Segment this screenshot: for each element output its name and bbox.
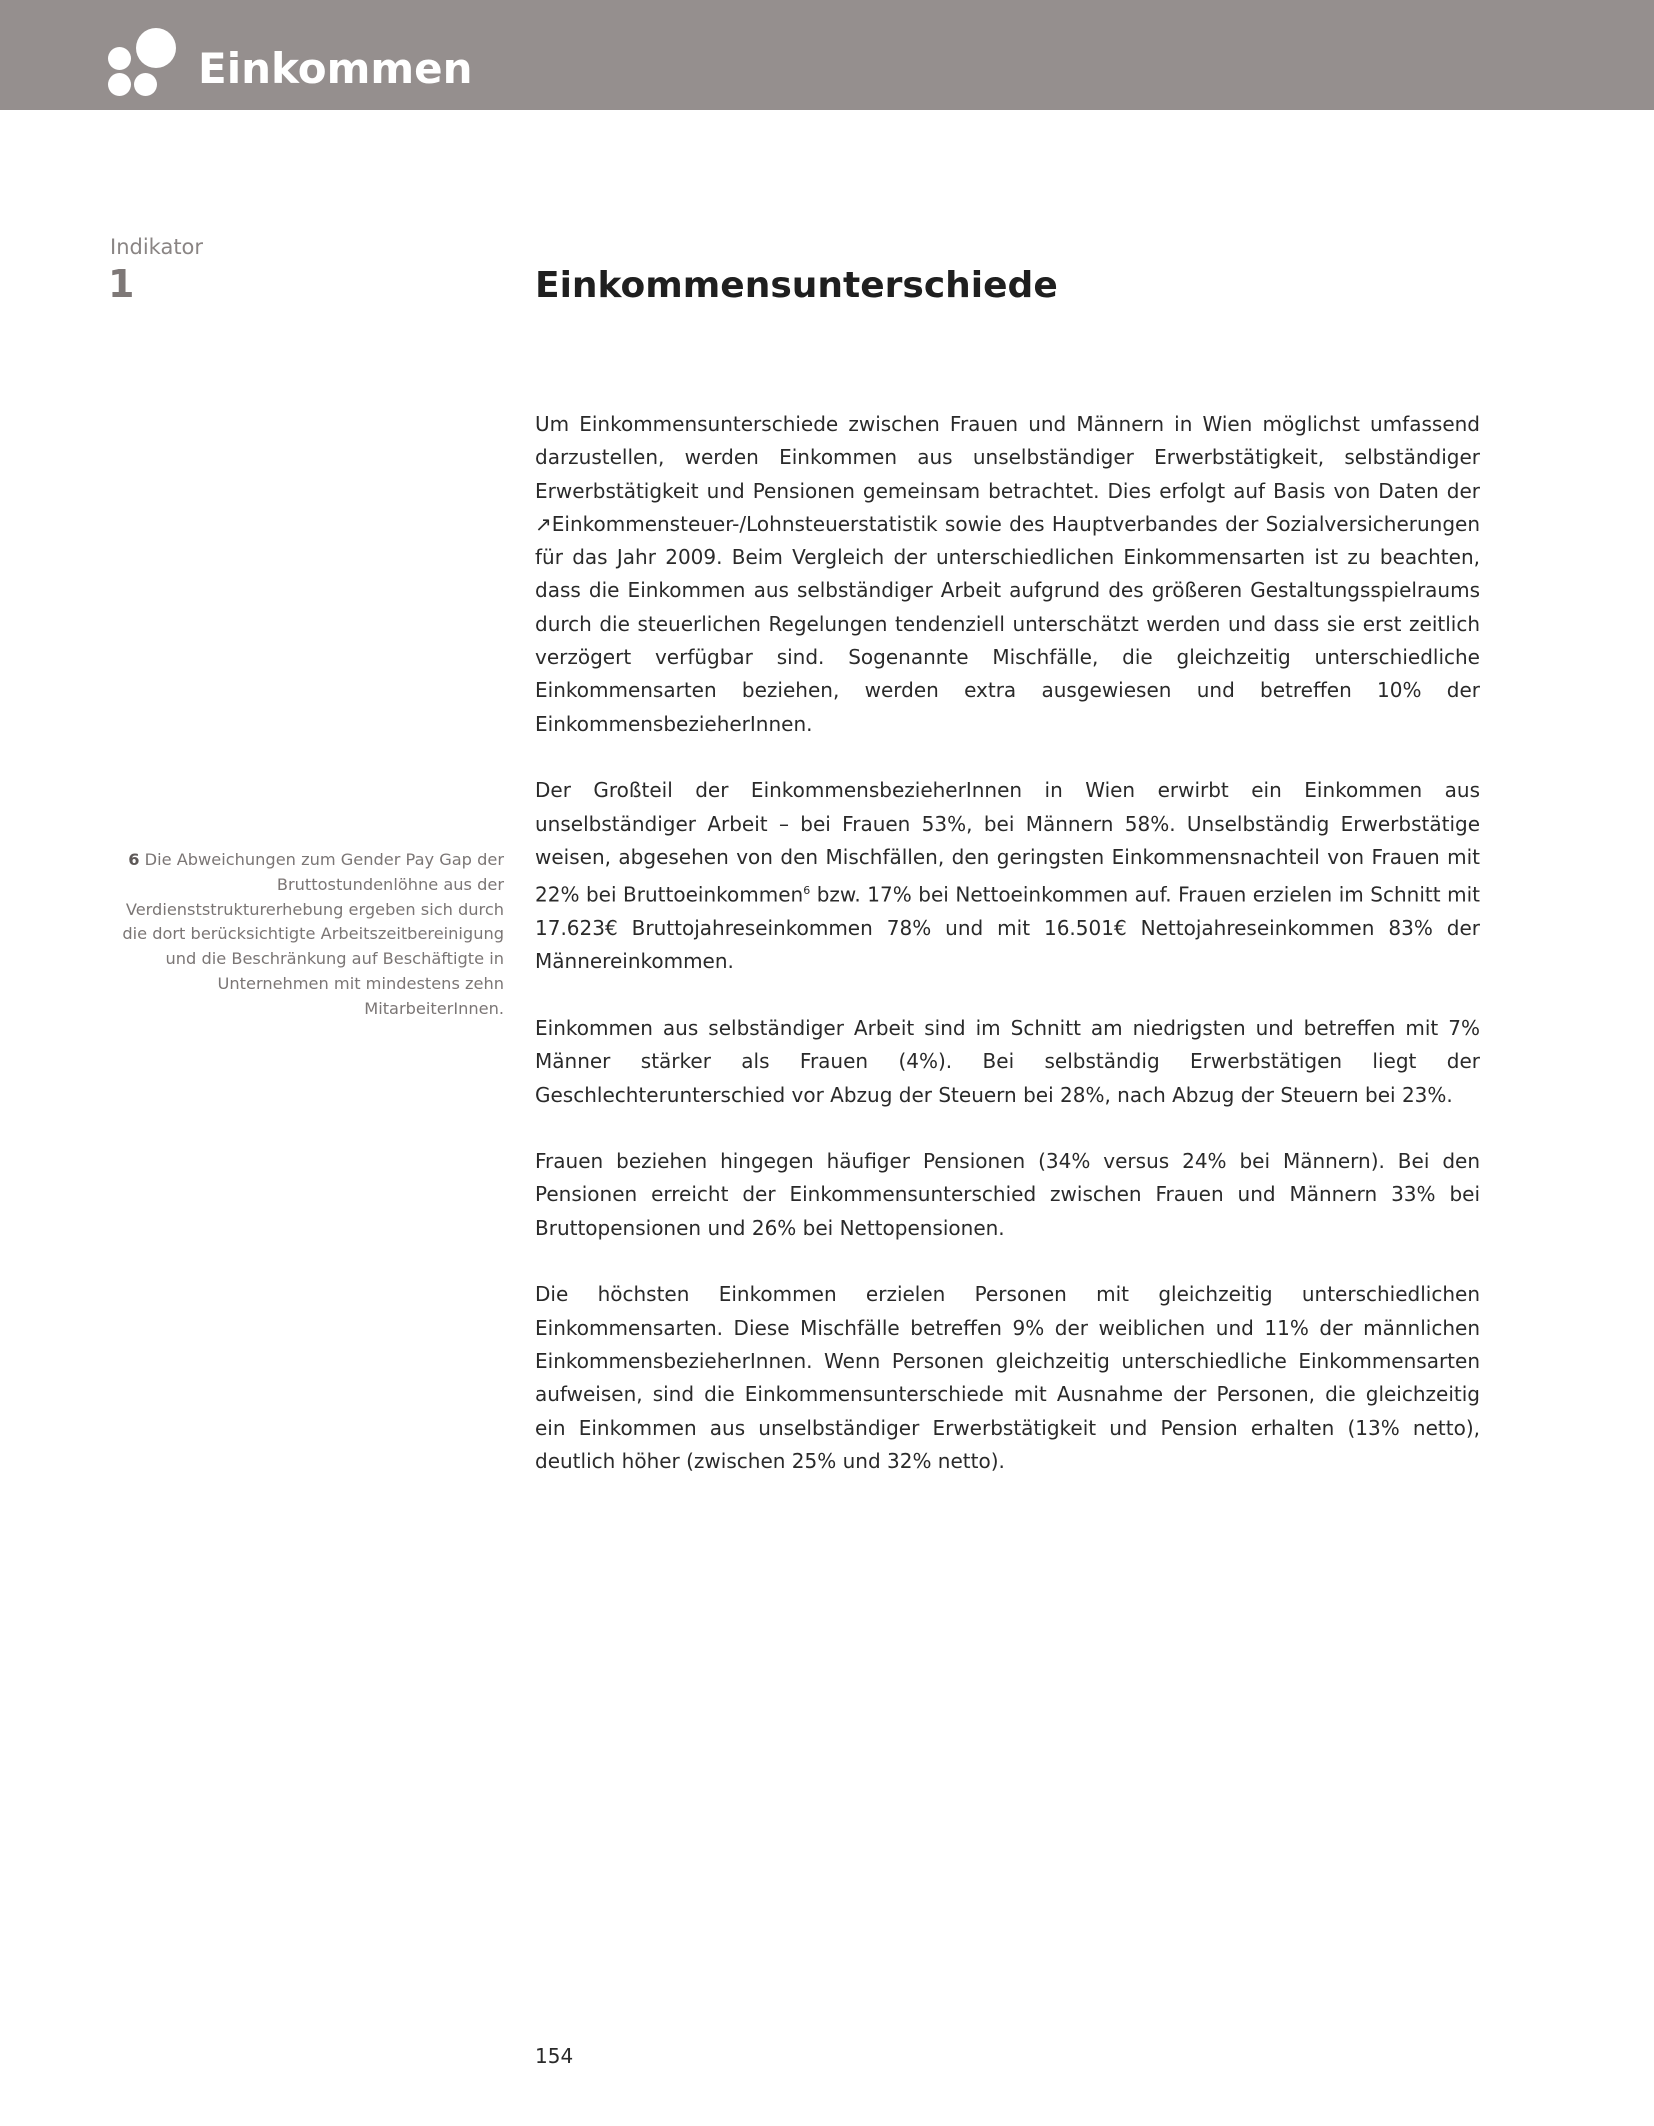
paragraph-selbstaendig: Einkommen aus selbständiger Arbeit sind im Schnitt am niedrigsten und betreffen mit 7% Männer stärker als Frauen (4%). Bei selbständig Erwerbstätigen liegt der Geschlechterunterschied vor Abzug der Steuern bei 28%, nach Abzug der Steuern bei 23%. — [535, 1016, 1480, 1107]
paragraph-intro: Um Einkommensunterschiede zwischen Frauen und Männern in Wien möglichst umfassend darzustellen, werden Einkommen aus unselbständiger Erwerbstätigkeit, selbständiger Erwerbstätigkeit und Pensionen gemeinsam betrachtet. Dies erfolgt auf Basis von Daten der ↗Einkommensteuer-/Lohnsteuerstatistik sowie des Hauptverbandes der Sozialversicherungen für das Jahr 2009. Beim Vergleich der unterschiedlichen Einkommensarten ist zu beachten, dass die Einkommen aus selbständiger Arbeit aufgrund des größeren Gestaltungsspielraums durch die steuerlichen Regelungen tendenziell unterschätzt werden und dass sie erst zeitlich verzögert verfügbar sind. Sogenannte Mischfälle, die gleichzeitig unterschiedliche Einkommensarten beziehen, werden extra ausgewiesen und betreffen 10% der EinkommensbezieherInnen. — [535, 412, 1480, 736]
paragraph-unselbstaendig: Der Großteil der EinkommensbezieherInnen in Wien erwirbt ein Einkommen aus unselbständiger Arbeit – bei Frauen 53%, bei Männern 58%. Unselbständig Erwerbstätige weisen, abgesehen von den Mischfällen, den geringsten Einkommensnachteil von Frauen mit 22% bei Bruttoeinkommen$^6$ bzw. 17% bei Nettoeinkommen auf. Frauen erzielen im Schnitt mit 17.623€ Bruttojahreseinkommen 78% und mit 16.501€ Nettojahreseinkommen 83% der Männereinkommen. — [535, 778, 1480, 974]
external-arrow-icon: ↗ — [535, 511, 552, 536]
article-body — [535, 408, 1480, 1511]
page-number: 154 — [535, 2044, 574, 2068]
footnote — [110, 848, 504, 1022]
footnote-reference[interactable]: 6 — [803, 884, 811, 898]
footnote-number: 6 — [128, 850, 140, 869]
paragraph-pensionen: Frauen beziehen hingegen häufiger Pensionen (34% versus 24% bei Männern). Bei den Pensionen erreicht der Einkommensunterschied zwischen Frauen und Männern 33% bei Bruttopensionen und 26% bei Nettopensionen. — [535, 1149, 1480, 1240]
indicator-label: Indikator — [110, 235, 204, 259]
article-title: Einkommensunterschiede — [535, 265, 1058, 306]
footnote-text: Die Abweichungen zum Gender Pay Gap der Bruttostundenlöhne aus der Verdienststrukturerhebung ergeben sich durch die dort berücksichtigte Arbeitszeitbereinigung und die Beschränkung auf Beschäftigte in Unternehmen mit mindestens zehn MitarbeiterInnen. — [122, 850, 504, 1018]
glossary-link[interactable]: ↗Einkommensteuer-/Lohnsteuerstatistik — [535, 511, 938, 536]
dots-logo-icon — [108, 28, 178, 98]
indicator-number: 1 — [108, 262, 135, 306]
section-title: Einkommen — [198, 44, 473, 93]
paragraph-mischfaelle: Die höchsten Einkommen erzielen Personen mit gleichzeitig unterschiedlichen Einkommensarten. Diese Mischfälle betreffen 9% der weiblichen und 11% der männlichen EinkommensbezieherInnen. Wenn Personen gleichzeitig unterschiedliche Einkommensarten aufweisen, sind die Einkommensunterschiede mit Ausnahme der Personen, die gleichzeitig ein Einkommen aus unselbständiger Erwerbstätigkeit und Pension erhalten (13% netto), deutlich höher (zwischen 25% und 32% netto). — [535, 1282, 1480, 1473]
section-header-bar — [0, 0, 1654, 110]
